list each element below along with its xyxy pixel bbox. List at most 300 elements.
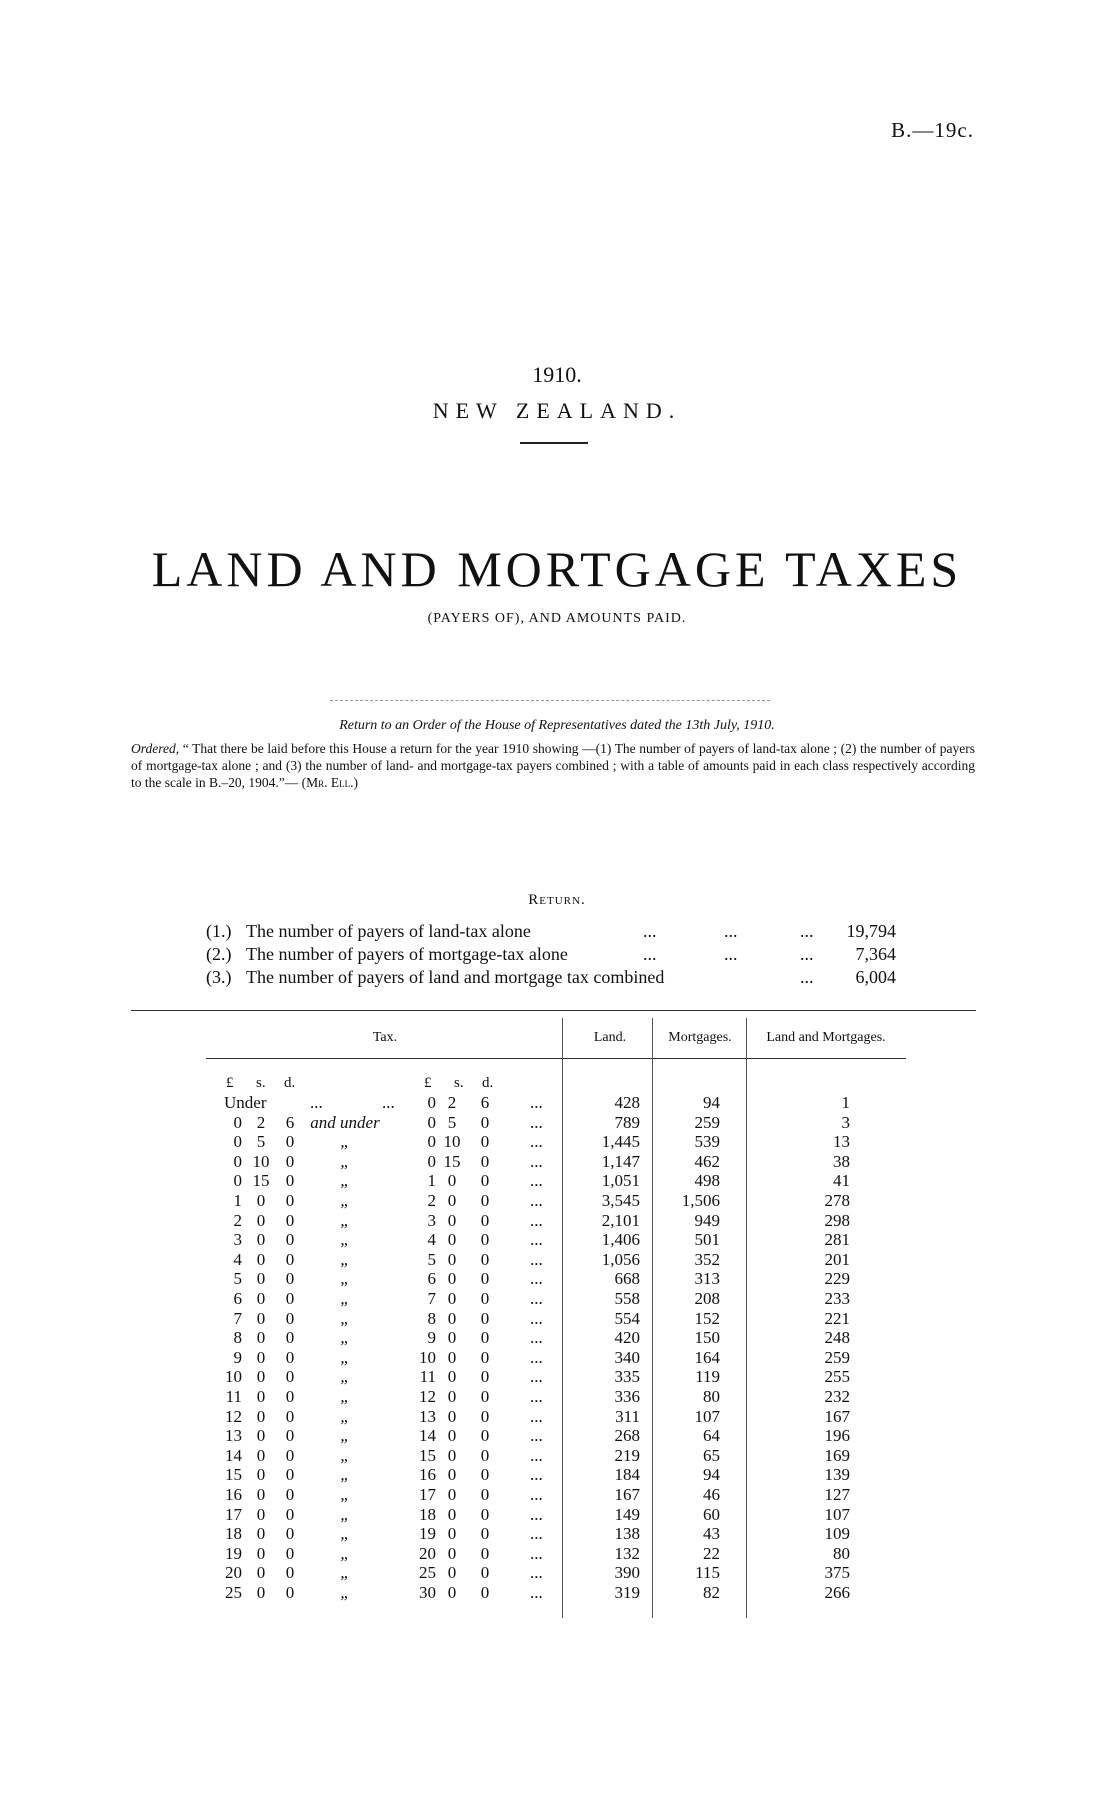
row-leader: ... bbox=[530, 1485, 543, 1504]
tax-from-pence: 0 bbox=[285, 1445, 295, 1465]
tax-to-pence: 0 bbox=[480, 1191, 490, 1210]
land-count: 554 bbox=[614, 1308, 640, 1328]
mortgage-count: 313 bbox=[694, 1269, 720, 1289]
tax-from-shillings: 0 bbox=[256, 1289, 266, 1308]
tax-from-shillings: 0 bbox=[256, 1465, 266, 1485]
land-count: 420 bbox=[614, 1328, 640, 1348]
mortgage-count: 259 bbox=[694, 1112, 720, 1132]
combined-count: 169 bbox=[824, 1445, 850, 1465]
summary-row bbox=[206, 921, 906, 944]
combined-count: 248 bbox=[824, 1328, 850, 1348]
table-row bbox=[0, 1524, 1114, 1544]
tax-to-pounds: 0 bbox=[427, 1132, 436, 1152]
table-row bbox=[0, 1250, 1114, 1270]
tax-from-pounds: 11 bbox=[225, 1387, 242, 1406]
tax-from-pence: 0 bbox=[285, 1465, 295, 1485]
tax-to-shillings: 0 bbox=[447, 1465, 457, 1485]
combined-count: 3 bbox=[841, 1112, 850, 1132]
tax-to-pence: 0 bbox=[480, 1583, 490, 1602]
tax-from-shillings: 0 bbox=[256, 1583, 266, 1602]
tax-from-shillings: 0 bbox=[256, 1387, 266, 1406]
tax-from-pence: 0 bbox=[285, 1524, 295, 1544]
tax-to-pence: 0 bbox=[480, 1269, 490, 1289]
tax-to-pence: 0 bbox=[480, 1132, 490, 1152]
table-top-rule bbox=[131, 1010, 976, 1011]
tax-to-pounds: 0 bbox=[427, 1112, 436, 1132]
table-row bbox=[0, 1544, 1114, 1564]
tax-from-pence: 0 bbox=[285, 1543, 295, 1563]
tax-to-pence: 0 bbox=[480, 1328, 490, 1348]
combined-count: 281 bbox=[824, 1230, 850, 1250]
tax-to-pounds: 19 bbox=[419, 1524, 436, 1544]
mortgage-count: 94 bbox=[703, 1465, 720, 1485]
return-heading: Return. bbox=[528, 892, 586, 908]
summary-number: (1.) bbox=[206, 921, 232, 941]
tax-from-pounds: 6 bbox=[233, 1289, 242, 1308]
page-title: LAND AND MORTGAGE TAXES bbox=[151, 541, 963, 597]
tax-to-pence: 0 bbox=[480, 1524, 490, 1544]
tax-to-pounds: 3 bbox=[427, 1210, 436, 1230]
tax-from-shillings: 2 bbox=[256, 1112, 266, 1132]
table-row bbox=[0, 1113, 1114, 1133]
tax-from-pounds: 5 bbox=[233, 1269, 242, 1289]
range-connector: „ bbox=[340, 1465, 350, 1485]
tax-to-pounds: 17 bbox=[419, 1485, 436, 1504]
tax-from-shillings: 0 bbox=[256, 1563, 266, 1583]
row-leader: ... bbox=[530, 1191, 543, 1210]
row-leader: ... bbox=[530, 1230, 543, 1250]
tax-to-pounds: 18 bbox=[419, 1504, 436, 1524]
combined-count: 41 bbox=[833, 1171, 850, 1191]
row-leader: ... bbox=[530, 1445, 543, 1465]
combined-count: 229 bbox=[824, 1269, 850, 1289]
mortgage-count: 539 bbox=[694, 1132, 720, 1152]
row-leader: ... bbox=[530, 1132, 543, 1152]
mortgage-count: 1,506 bbox=[681, 1191, 720, 1210]
tax-to-pounds: 6 bbox=[427, 1269, 436, 1289]
summary-leader: ... bbox=[643, 944, 657, 964]
combined-count: 80 bbox=[833, 1543, 850, 1563]
mortgage-count: 462 bbox=[694, 1151, 720, 1171]
tax-from-pounds: 2 bbox=[233, 1210, 242, 1230]
row-leader: ... bbox=[382, 1093, 395, 1112]
tax-from-shillings: 10 bbox=[252, 1151, 270, 1171]
table-row bbox=[0, 1211, 1114, 1231]
row-leader: ... bbox=[530, 1367, 543, 1387]
mortgage-count: 65 bbox=[703, 1445, 720, 1465]
tax-from-shillings: 5 bbox=[256, 1132, 266, 1152]
tax-from-pounds: 4 bbox=[233, 1249, 242, 1269]
tax-to-shillings: 0 bbox=[447, 1387, 457, 1406]
combined-count: 127 bbox=[824, 1485, 850, 1504]
tax-to-pounds: 15 bbox=[419, 1445, 436, 1465]
tax-from-pence: 0 bbox=[285, 1308, 295, 1328]
tax-to-pence: 0 bbox=[480, 1426, 490, 1446]
tax-from-shillings: 0 bbox=[256, 1485, 266, 1504]
tax-from-pounds: 25 bbox=[225, 1583, 242, 1602]
range-connector: „ bbox=[340, 1524, 350, 1544]
mortgage-count: 115 bbox=[695, 1563, 720, 1583]
tax-from-pence: 0 bbox=[285, 1426, 295, 1446]
range-connector: „ bbox=[340, 1426, 350, 1446]
order-mover: (Mr. Ell.) bbox=[301, 775, 358, 790]
unit-pounds: £ bbox=[424, 1075, 432, 1091]
tax-from-shillings: 0 bbox=[256, 1524, 266, 1544]
tax-to-pence: 0 bbox=[480, 1445, 490, 1465]
tax-to-shillings: 0 bbox=[447, 1583, 457, 1602]
table-row bbox=[0, 1171, 1114, 1191]
tax-to-pounds: 30 bbox=[419, 1583, 436, 1602]
tax-from-pounds: 19 bbox=[225, 1543, 242, 1563]
table-row bbox=[0, 1230, 1114, 1250]
tax-to-shillings: 0 bbox=[447, 1524, 457, 1544]
table-row bbox=[0, 1563, 1114, 1583]
range-connector: „ bbox=[340, 1191, 350, 1210]
tax-to-pence: 0 bbox=[480, 1347, 490, 1367]
unit-shillings: s. bbox=[454, 1075, 464, 1091]
mortgage-count: 46 bbox=[703, 1485, 720, 1504]
combined-count: 259 bbox=[824, 1347, 850, 1367]
tax-from-pounds: 12 bbox=[225, 1406, 242, 1426]
unit-shillings: s. bbox=[256, 1075, 266, 1091]
tax-to-pounds: 1 bbox=[427, 1171, 436, 1191]
table-row bbox=[0, 1309, 1114, 1329]
order-heading: Return to an Order of the House of Representatives dated the 13th July, 1910. bbox=[339, 718, 775, 733]
land-count: 668 bbox=[614, 1269, 640, 1289]
table-row bbox=[0, 1583, 1114, 1603]
combined-count: 38 bbox=[833, 1151, 850, 1171]
tax-from-pence: 0 bbox=[285, 1210, 295, 1230]
table-row bbox=[0, 1505, 1114, 1525]
table-row bbox=[0, 1152, 1114, 1172]
tax-to-shillings: 0 bbox=[447, 1171, 457, 1191]
tax-to-pence: 0 bbox=[480, 1151, 490, 1171]
table-row bbox=[0, 1132, 1114, 1152]
combined-count: 266 bbox=[824, 1583, 850, 1602]
summary-leader: ... bbox=[800, 944, 814, 964]
tax-from-pounds: 17 bbox=[225, 1504, 242, 1524]
tax-to-shillings: 0 bbox=[447, 1289, 457, 1308]
tax-from-shillings: 0 bbox=[256, 1426, 266, 1446]
combined-count: 109 bbox=[824, 1524, 850, 1544]
range-connector: „ bbox=[340, 1289, 350, 1308]
land-count: 268 bbox=[614, 1426, 640, 1446]
tax-to-pounds: 25 bbox=[419, 1563, 436, 1583]
tax-from-shillings: 0 bbox=[256, 1249, 266, 1269]
summary-leader: ... bbox=[724, 921, 738, 941]
summary-text: The number of payers of land and mortgage tax combined bbox=[246, 967, 665, 987]
table-row bbox=[0, 1289, 1114, 1309]
tax-from-pounds: 1 bbox=[233, 1191, 242, 1210]
tax-from-pence: 0 bbox=[285, 1485, 295, 1504]
tax-from-pounds: 9 bbox=[233, 1347, 242, 1367]
tax-from-shillings: 0 bbox=[256, 1347, 266, 1367]
tax-to-pounds: 2 bbox=[427, 1191, 436, 1210]
tax-to-pence: 0 bbox=[480, 1563, 490, 1583]
land-count: 1,051 bbox=[601, 1171, 640, 1191]
land-count: 1,147 bbox=[601, 1151, 640, 1171]
land-count: 789 bbox=[614, 1112, 640, 1132]
table-row bbox=[0, 1426, 1114, 1446]
tax-from-pence: 0 bbox=[285, 1328, 295, 1348]
row-leader: ... bbox=[530, 1151, 543, 1171]
divider bbox=[520, 442, 588, 444]
tax-to-shillings: 0 bbox=[447, 1445, 457, 1465]
document-year: 1910. bbox=[532, 362, 582, 387]
summary-leader: ... bbox=[724, 944, 738, 964]
combined-count: 196 bbox=[824, 1426, 850, 1446]
tax-to-shillings: 0 bbox=[447, 1328, 457, 1348]
tax-to-shillings: 5 bbox=[447, 1112, 457, 1132]
tax-from-pounds: 7 bbox=[233, 1308, 242, 1328]
tax-to-shillings: 0 bbox=[447, 1406, 457, 1426]
land-count: 558 bbox=[614, 1289, 640, 1308]
range-connector: „ bbox=[340, 1387, 350, 1406]
tax-from-pence: 0 bbox=[285, 1289, 295, 1308]
tax-from-pence: 0 bbox=[285, 1151, 295, 1171]
tax-from-pence: 0 bbox=[285, 1132, 295, 1152]
range-connector: „ bbox=[340, 1308, 350, 1328]
ordered-label: Ordered, bbox=[131, 741, 180, 756]
land-count: 149 bbox=[614, 1504, 640, 1524]
tax-to-pounds: 0 bbox=[427, 1093, 436, 1112]
tax-from-pounds: 8 bbox=[233, 1328, 242, 1348]
tax-to-shillings: 2 bbox=[447, 1093, 457, 1112]
row-leader: ... bbox=[530, 1583, 543, 1602]
combined-count: 1 bbox=[841, 1093, 850, 1112]
tax-to-pounds: 5 bbox=[427, 1249, 436, 1269]
table-row bbox=[0, 1093, 1114, 1113]
tax-to-shillings: 10 bbox=[443, 1132, 461, 1152]
tax-from-pounds: 13 bbox=[225, 1426, 242, 1446]
tax-from-pence: 6 bbox=[285, 1112, 295, 1132]
summary-value: 19,794 bbox=[846, 921, 896, 941]
summary-leader: ... bbox=[800, 921, 814, 941]
range-connector: „ bbox=[340, 1210, 350, 1230]
range-connector: „ bbox=[340, 1563, 350, 1583]
range-connector: „ bbox=[340, 1543, 350, 1563]
land-count: 319 bbox=[614, 1583, 640, 1602]
tax-to-pence: 0 bbox=[480, 1485, 490, 1504]
combined-count: 13 bbox=[833, 1132, 850, 1152]
tax-to-pence: 0 bbox=[480, 1230, 490, 1250]
row-leader: ... bbox=[530, 1504, 543, 1524]
land-count: 1,056 bbox=[601, 1249, 640, 1269]
combined-count: 278 bbox=[824, 1191, 850, 1210]
mortgage-count: 352 bbox=[694, 1249, 720, 1269]
row-leader: ... bbox=[530, 1387, 543, 1406]
tax-to-pounds: 14 bbox=[419, 1426, 436, 1446]
tax-to-pence: 0 bbox=[480, 1112, 490, 1132]
tax-from-shillings: 15 bbox=[252, 1171, 270, 1191]
order-paragraph bbox=[131, 740, 975, 791]
row-leader: ... bbox=[530, 1289, 543, 1308]
combined-count: 375 bbox=[824, 1563, 850, 1583]
mortgage-count: 949 bbox=[694, 1210, 720, 1230]
tax-to-pounds: 20 bbox=[419, 1543, 436, 1563]
tax-to-pence: 0 bbox=[480, 1504, 490, 1524]
row-leader: ... bbox=[530, 1347, 543, 1367]
row-leader: ... bbox=[530, 1465, 543, 1485]
tax-to-shillings: 0 bbox=[447, 1347, 457, 1367]
tax-from-pounds: 18 bbox=[225, 1524, 242, 1544]
range-connector: „ bbox=[340, 1445, 350, 1465]
tax-to-shillings: 0 bbox=[447, 1543, 457, 1563]
tax-from-pounds: 16 bbox=[225, 1485, 242, 1504]
tax-to-pence: 0 bbox=[480, 1308, 490, 1328]
tax-from-shillings: 0 bbox=[256, 1445, 266, 1465]
tax-to-pounds: 8 bbox=[427, 1308, 436, 1328]
combined-count: 255 bbox=[824, 1367, 850, 1387]
mortgage-count: 208 bbox=[694, 1289, 720, 1308]
land-count: 219 bbox=[614, 1445, 640, 1465]
row-leader: ... bbox=[530, 1406, 543, 1426]
unit-pounds: £ bbox=[226, 1075, 234, 1091]
divider bbox=[330, 700, 770, 701]
under-label: Under bbox=[224, 1093, 267, 1112]
land-count: 1,445 bbox=[601, 1132, 640, 1152]
land-count: 340 bbox=[614, 1347, 640, 1367]
land-count: 336 bbox=[614, 1387, 640, 1406]
land-count: 184 bbox=[614, 1465, 640, 1485]
summary-text: The number of payers of land-tax alone bbox=[246, 921, 531, 941]
tax-to-pounds: 10 bbox=[419, 1347, 436, 1367]
range-connector: „ bbox=[340, 1328, 350, 1348]
table-row bbox=[0, 1465, 1114, 1485]
tax-from-pounds: 0 bbox=[233, 1151, 242, 1171]
column-header-tax: Tax. bbox=[372, 1030, 398, 1045]
tax-from-shillings: 0 bbox=[256, 1210, 266, 1230]
table-row bbox=[0, 1269, 1114, 1289]
column-header-land-and-mortgages: Land and Mortgages. bbox=[766, 1030, 886, 1045]
tax-to-pence: 0 bbox=[480, 1289, 490, 1308]
land-count: 1,406 bbox=[601, 1230, 640, 1250]
tax-to-shillings: 0 bbox=[447, 1210, 457, 1230]
mortgage-count: 82 bbox=[703, 1583, 720, 1602]
summary-value: 7,364 bbox=[855, 944, 896, 964]
land-count: 390 bbox=[614, 1563, 640, 1583]
return-summary bbox=[206, 921, 906, 990]
combined-count: 298 bbox=[824, 1210, 850, 1230]
tax-from-pounds: 14 bbox=[225, 1445, 242, 1465]
tax-to-pence: 0 bbox=[480, 1210, 490, 1230]
range-connector: „ bbox=[340, 1504, 350, 1524]
mortgage-count: 164 bbox=[694, 1347, 720, 1367]
mortgage-count: 43 bbox=[703, 1524, 720, 1544]
summary-leader: ... bbox=[800, 967, 814, 987]
land-count: 428 bbox=[614, 1093, 640, 1112]
tax-to-shillings: 0 bbox=[447, 1563, 457, 1583]
tax-to-pence: 0 bbox=[480, 1249, 490, 1269]
tax-from-pence: 0 bbox=[285, 1269, 295, 1289]
tax-from-pence: 0 bbox=[285, 1583, 295, 1602]
mortgage-count: 119 bbox=[695, 1367, 720, 1387]
tax-from-shillings: 0 bbox=[256, 1367, 266, 1387]
table-row bbox=[0, 1387, 1114, 1407]
tax-from-shillings: 0 bbox=[256, 1543, 266, 1563]
mortgage-count: 64 bbox=[703, 1426, 720, 1446]
summary-number: (3.) bbox=[206, 967, 232, 987]
table-row bbox=[0, 1348, 1114, 1368]
mortgage-count: 60 bbox=[703, 1504, 720, 1524]
row-leader: ... bbox=[530, 1171, 543, 1191]
tax-from-shillings: 0 bbox=[256, 1406, 266, 1426]
tax-to-pence: 0 bbox=[480, 1367, 490, 1387]
combined-count: 233 bbox=[824, 1289, 850, 1308]
row-leader: ... bbox=[530, 1210, 543, 1230]
mortgage-count: 22 bbox=[703, 1543, 720, 1563]
row-leader: ... bbox=[530, 1308, 543, 1328]
row-leader: ... bbox=[530, 1543, 543, 1563]
tax-from-pounds: 15 bbox=[225, 1465, 242, 1485]
tax-from-shillings: 0 bbox=[256, 1504, 266, 1524]
land-count: 167 bbox=[614, 1485, 640, 1504]
row-leader: ... bbox=[530, 1328, 543, 1348]
tax-to-pounds: 0 bbox=[427, 1151, 436, 1171]
mortgage-count: 80 bbox=[703, 1387, 720, 1406]
combined-count: 139 bbox=[824, 1465, 850, 1485]
tax-from-pounds: 0 bbox=[233, 1171, 242, 1191]
tax-to-pence: 0 bbox=[480, 1543, 490, 1563]
land-count: 335 bbox=[614, 1367, 640, 1387]
tax-from-shillings: 0 bbox=[256, 1308, 266, 1328]
summary-number: (2.) bbox=[206, 944, 232, 964]
mortgage-count: 152 bbox=[694, 1308, 720, 1328]
tax-from-pounds: 0 bbox=[233, 1112, 242, 1132]
tax-from-shillings: 0 bbox=[256, 1191, 266, 1210]
table-row bbox=[0, 1328, 1114, 1348]
tax-from-shillings: 0 bbox=[256, 1230, 266, 1250]
row-leader: ... bbox=[530, 1426, 543, 1446]
tax-to-shillings: 0 bbox=[447, 1191, 457, 1210]
unit-pence: d. bbox=[482, 1075, 494, 1091]
combined-count: 232 bbox=[824, 1387, 850, 1406]
tax-to-shillings: 0 bbox=[447, 1504, 457, 1524]
tax-from-pence: 0 bbox=[285, 1504, 295, 1524]
tax-to-shillings: 0 bbox=[447, 1249, 457, 1269]
tax-to-shillings: 0 bbox=[447, 1367, 457, 1387]
tax-from-pounds: 20 bbox=[225, 1563, 242, 1583]
tax-to-pence: 6 bbox=[480, 1093, 490, 1112]
tax-from-pence: 0 bbox=[285, 1367, 295, 1387]
summary-text: The number of payers of mortgage-tax alone bbox=[246, 944, 568, 964]
tax-from-pence: 0 bbox=[285, 1230, 295, 1250]
combined-count: 221 bbox=[824, 1308, 850, 1328]
range-connector: „ bbox=[340, 1151, 350, 1171]
page-subtitle: (PAYERS OF), AND AMOUNTS PAID. bbox=[427, 611, 687, 626]
range-connector: „ bbox=[340, 1230, 350, 1250]
tax-to-shillings: 15 bbox=[443, 1151, 461, 1171]
range-connector: „ bbox=[340, 1269, 350, 1289]
land-count: 3,545 bbox=[601, 1191, 640, 1210]
tax-to-shillings: 0 bbox=[447, 1308, 457, 1328]
tax-from-pence: 0 bbox=[285, 1387, 295, 1406]
table-header-rule bbox=[206, 1058, 906, 1059]
tax-to-shillings: 0 bbox=[447, 1230, 457, 1250]
range-connector: „ bbox=[340, 1347, 350, 1367]
table-row bbox=[0, 1446, 1114, 1466]
row-leader: ... bbox=[530, 1524, 543, 1544]
table-row bbox=[0, 1367, 1114, 1387]
tax-to-pence: 0 bbox=[480, 1171, 490, 1191]
range-connector: „ bbox=[340, 1367, 350, 1387]
table-row bbox=[0, 1485, 1114, 1505]
document-reference: B.—19c. bbox=[891, 118, 974, 142]
summary-leader: ... bbox=[643, 921, 657, 941]
tax-to-pence: 0 bbox=[480, 1465, 490, 1485]
column-header-land: Land. bbox=[593, 1030, 627, 1045]
range-connector: and under bbox=[310, 1112, 380, 1132]
